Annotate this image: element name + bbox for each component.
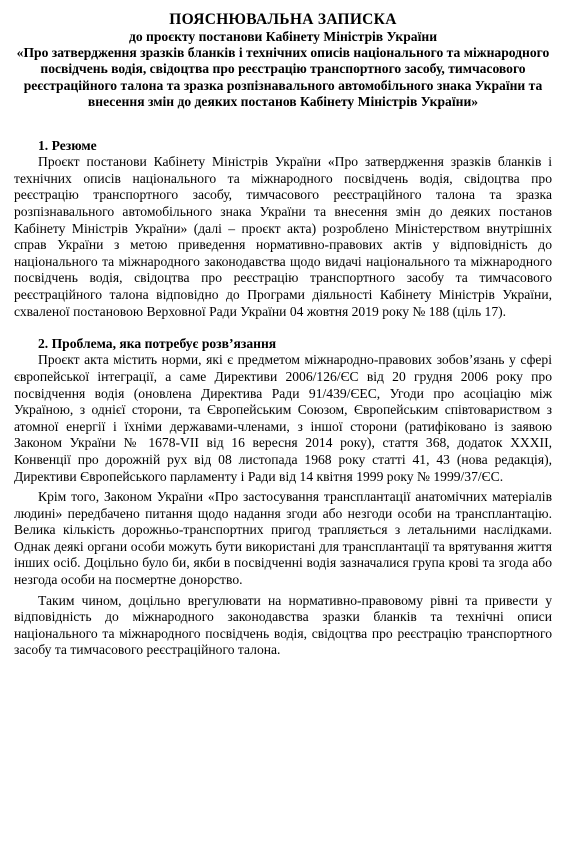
title-block [14,10,552,110]
section-heading: 1. Резюме [38,138,97,154]
section-summary [14,138,552,320]
document-title: ПОЯСНЮВАЛЬНА ЗАПИСКА [169,11,397,28]
paragraph: Проєкт постанови Кабінету Міністрів України «Про затвердження зразків бланків і технічних описів національного та міжнародного посвідчень водія, свідоцтва про реєстрацію транспортного засобу, тимчасового реєстраційного талона та зразка розпізнавального автомобільного знака України та внесення змін до деяких постанов Кабінету Міністрів України» (далі – проєкт акта) розроблено Міністерством внутрішніх справ України з метою приведення нормативно-правових актів у відповідність до національного та міжнародного законодавства щодо видачі національного та міжнародного посвідчень водія, свідоцтва про реєстрацію транспортного засобу та тимчасового реєстраційного талона відповідно до Програми діяльності Кабінету Міністрів України, схваленої постановою Верховної Ради України 04 жовтня 2019 року № 188 (ціль 17). [14,154,552,319]
spacer [14,320,552,336]
paragraph: Крім того, Законом України «Про застосування трансплантації анатомічних матеріалів людині» передбачено питання щодо надання згоди або незгоди особи на трансплантацію. Велика кількість дорожньо-транспортних пригод трапляється з летальними наслідками. Однак деякі органи особи можуть бути використані для трансплантації та врятування життя інших осіб. Доцільно було би, якби в посвідченні водія зазначалися група крові та згода або незгода особи на посмертне донорство. [14,489,552,588]
document-subject: «Про затвердження зразків бланків і технічних описів національного та міжнародного посвідчень водія, свідоцтва про реєстрацію транспортного засобу, тимчасового реєстраційного талона та зразка розпізнавального автомобільного знака України та внесення змін до деяких постанов Кабінету Міністрів України» [16,45,550,109]
document-subtitle: до проєкту постанови Кабінету Міністрів України [128,29,438,44]
document-page [14,10,552,659]
section-problem [14,336,552,659]
paragraph: Таким чином, доцільно врегулювати на нормативно-правовому рівні та привести у відповідність до міжнародного законодавства зразки бланків та технічні описи національного та міжнародного посвідчень водія, свідоцтва про реєстрацію транспортного засобу та тимчасового реєстраційного талона. [14,592,552,658]
paragraph: Проєкт акта містить норми, які є предметом міжнародно-правових зобов’язань у сфері європейської інтеграції, а саме Директиви 2006/126/ЄС від 20 грудня 2006 року про посвідчення водія (оновлена Директива Ради 91/439/ЄЕС, Угоди про асоціацію між Україною, з однієї сторони, та Європейським Союзом, Європейським співтовариством з атомної енергії і їхніми державами-членами, з іншої сторони (ратифіковано із заявою Законом України № 1678-VII від 16 вересня 2014 року), стаття 368, додаток XXXII, Конвенції про дорожній рух від 08 листопада 1968 року статті 41, 43 (нова редакція), Директиви Європейського парламенту і Ради від 14 квітня 1999 року № 1999/37/ЄС. [14,352,552,484]
section-heading: 2. Проблема, яка потребує розв’язання [38,336,277,352]
spacer [14,110,552,138]
